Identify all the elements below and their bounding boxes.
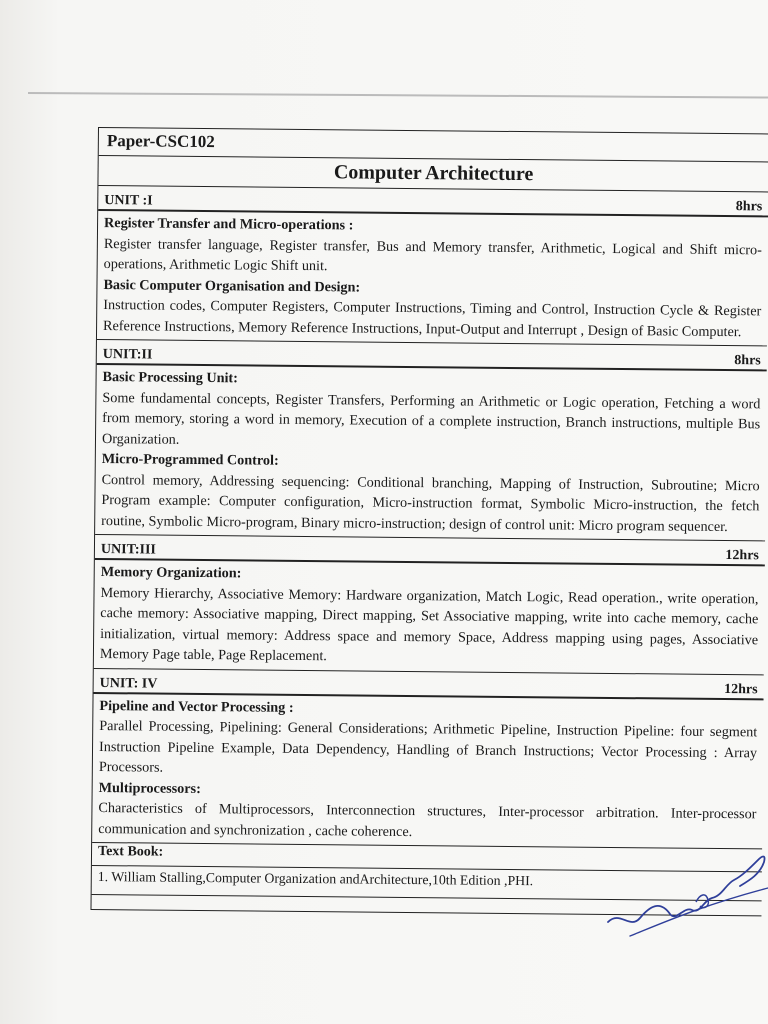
unit-hours: 12hrs [725, 548, 759, 564]
syllabus-table [90, 127, 768, 916]
paper-code: Paper-CSC102 [99, 127, 768, 162]
unit-body [97, 211, 768, 346]
topic-content: Parallel Processing, Pipelining: General Considerations; Arithmetic Pipeline, Instruction Pipeline: four segment Instruction Pipeline Example, Data Dependency, Handling of Branch Instructions; Vector Processing : Array Processors. [98, 718, 758, 776]
topic-content: Instruction codes, Computer Registers, Computer Instructions, Timing and Control, Instruction Cycle & Register Reference Instructions, Memory Reference Instructions, Input-Output and Interrupt , Design of Basic Computer. [103, 297, 762, 340]
unit-hours: 12hrs [724, 681, 758, 697]
paper-edge [28, 92, 768, 99]
topic-heading: Memory Organization: [100, 564, 242, 582]
text-book-item: 1. William Stalling,Computer Organization andArchitecture,10th Edition ,PHI. [92, 866, 762, 901]
topic-heading: Multiprocessors: [98, 779, 201, 797]
unit-hours: 8hrs [734, 353, 761, 369]
course-title: Computer Architecture [98, 156, 768, 192]
unit-body [94, 560, 765, 675]
topic-content: Memory Hierarchy, Associative Memory: Hardware organization, Match Logic, Read operation., write operation, cache memory: Associative mapping, Direct mapping, Set Associative mapping, write into cache memory, cache initialization, virtual memory: Address space and memory Space, Address mapping using pages, Associative Memory Page table, Page Replacement. [99, 584, 759, 665]
unit-label: UNIT:II [102, 347, 153, 363]
handwritten-signature [600, 840, 768, 940]
unit-label: UNIT: IV [99, 675, 158, 692]
topic-heading: Basic Processing Unit: [102, 369, 238, 387]
unit-label: UNIT:III [100, 542, 156, 558]
topic-heading: Pipeline and Vector Processing : [99, 697, 294, 716]
unit-hours: 8hrs [735, 199, 763, 215]
topic-heading: Basic Computer Organisation and Design: [103, 276, 361, 296]
topic-content: Register transfer language, Register transfer, Bus and Memory transfer, Arithmetic, Logical and Shift micro-operations, Arithmetic Logic Shift unit. [103, 235, 762, 275]
topic-heading: Micro-Programmed Control: [101, 451, 279, 469]
topic-heading: Register Transfer and Micro-operations : [104, 215, 354, 234]
unit-label: UNIT :I [104, 193, 153, 209]
unit-body [95, 365, 767, 541]
topic-content: Characteristics of Multiprocessors, Interconnection structures, Inter-processor arbitration. Inter-processor communication and synchronization , cache coherence. [98, 800, 757, 840]
topic-content: Control memory, Addressing sequencing: Conditional branching, Mapping of Instruction, Subroutine; Micro Program example: Computer configuration, Micro-instruction format, Symbolic Micro-instruction, the fetch routine, Symbolic Micro-program, Binary micro-instruction; design of control unit: Micro program sequencer. [101, 471, 760, 535]
topic-content: Some fundamental concepts, Register Transfers, Performing an Arithmetic or Logic operation, Fetching a word from memory, storing a word in memory, Execution of a complete instruction, Branch instructions, multiple Bus Organization. [101, 389, 761, 448]
unit-body [92, 693, 763, 849]
text-book-heading: Text Book: [92, 843, 762, 872]
